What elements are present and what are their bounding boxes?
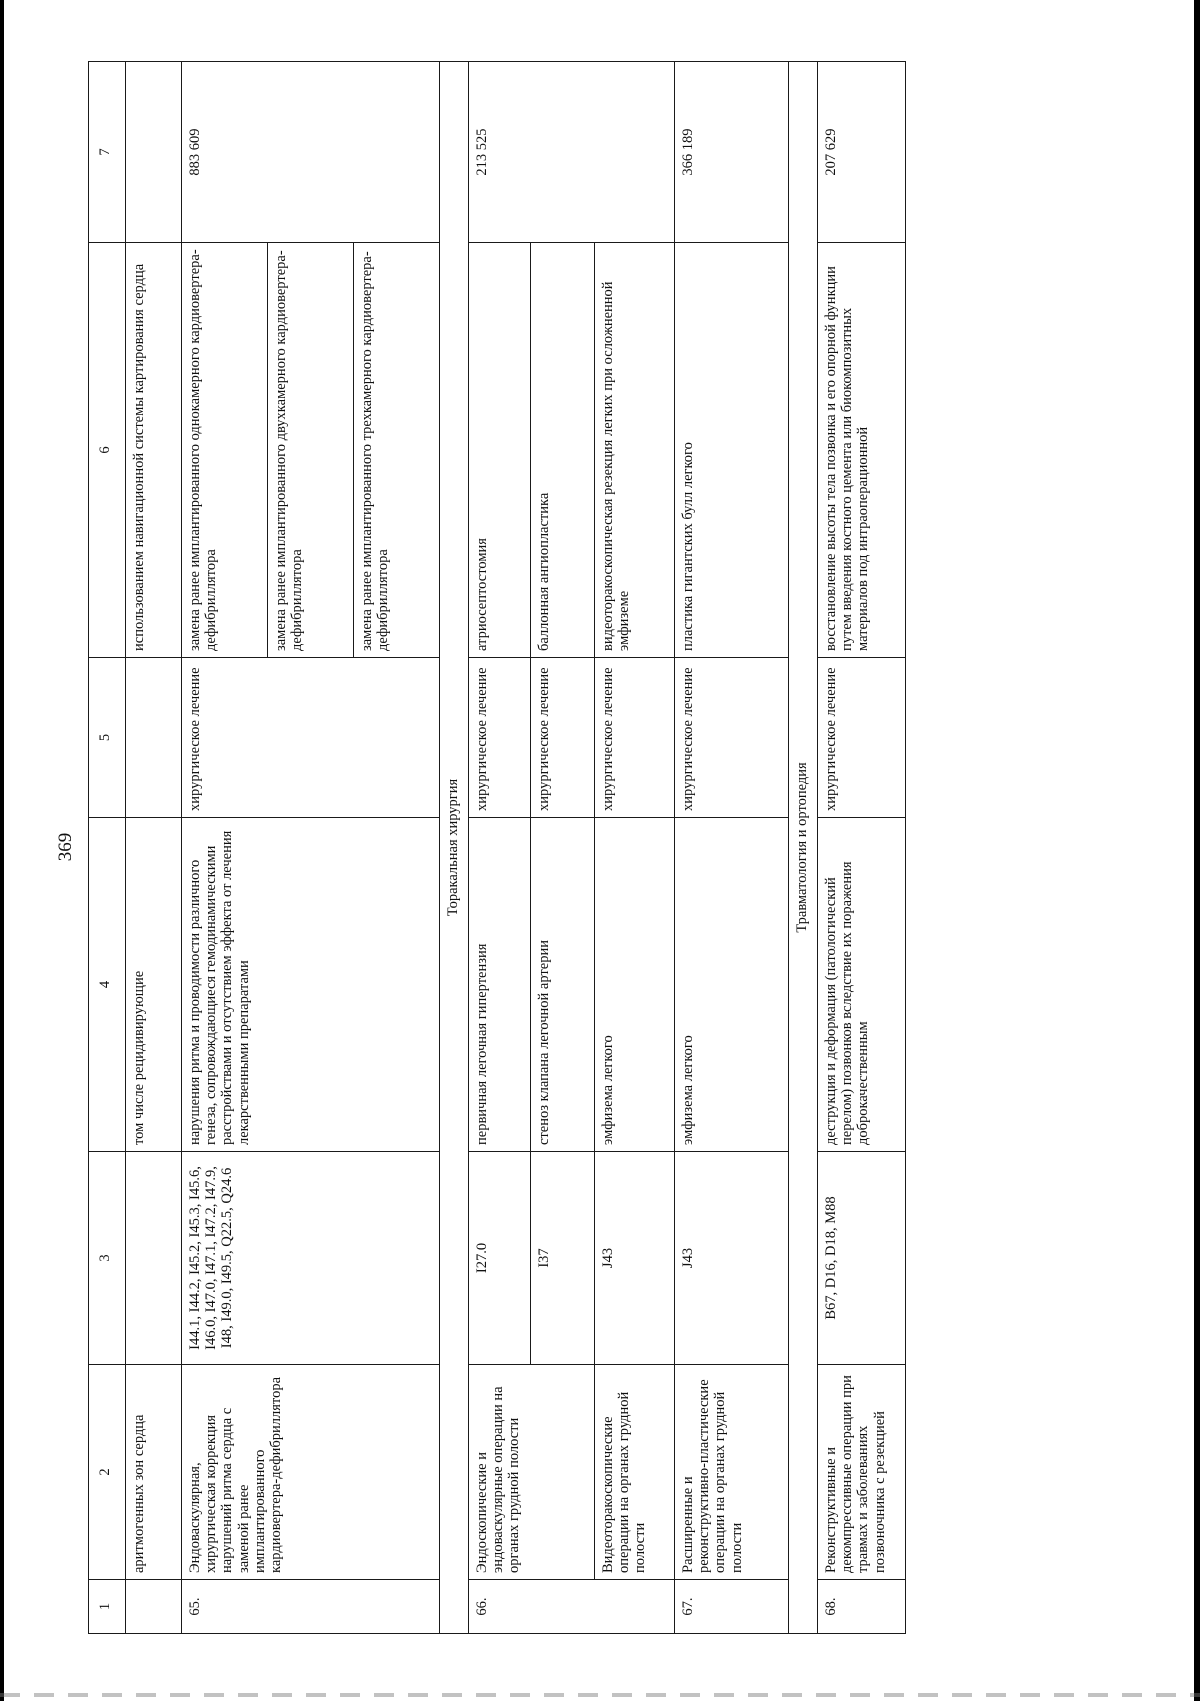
section-title: Торакальная хирургия: [440, 62, 469, 1634]
cell-diagnosis: первичная легочная гипертензия: [469, 818, 531, 1152]
cell-diagnosis: том числе рецидивирующие: [126, 818, 182, 1152]
cell-price: [126, 62, 182, 243]
col-header-1: 1: [89, 1580, 126, 1634]
cell-method: использованием навигационной системы картирования сердца: [126, 243, 182, 658]
rotated-document: [88, 62, 988, 1634]
cell-method: видеоторакоскопическая резекция легких при осложненной эмфиземе: [595, 243, 675, 658]
row-number: 65.: [182, 1580, 440, 1634]
col-header-3: 3: [89, 1152, 126, 1365]
cell-method: восстановление высоты тела позвонка и его опорной функции путем введения костного цемента или биокомпозитных материалов под интраоперационной: [818, 243, 906, 658]
cell-treatment: хирургическое лечение: [182, 658, 440, 818]
cell-procedure: Видеоторакоскопические операции на органах грудной полости: [595, 1365, 675, 1580]
row-number: 67.: [675, 1580, 789, 1634]
table-row-66-sub-3: [595, 62, 675, 1634]
col-header-6: 6: [89, 243, 126, 658]
cell-procedure: Реконструктивные и декомпрессивные операции при травмах и заболеваниях позвоночника с резекцией: [818, 1365, 906, 1580]
scan-edge-right: [1194, 0, 1200, 1701]
page-number: 369: [55, 832, 76, 862]
table-row-65: [182, 62, 268, 1634]
cell-diagnosis: эмфизема легкого: [595, 818, 675, 1152]
section-row-thoracic: [440, 62, 469, 1634]
col-header-2: 2: [89, 1365, 126, 1580]
cell-codes: [126, 1152, 182, 1365]
cell-treatment: хирургическое лечение: [675, 658, 789, 818]
scan-bottom-dashes: [0, 1693, 1200, 1697]
col-header-7: 7: [89, 62, 126, 243]
cell-method: замена ранее имплантированного однокамерного кардиовертера-дефибриллятора: [182, 243, 268, 658]
scan-edge-left: [0, 0, 4, 1701]
row-number: 68.: [818, 1580, 906, 1634]
section-title: Травматология и ортопедия: [789, 62, 818, 1634]
cell-method: замена ранее имплантированного двухкамерного кардиовертера-дефибриллятора: [268, 243, 354, 658]
table-row-67: [675, 62, 789, 1634]
cell-price: 883 609: [182, 62, 440, 243]
header-row: [89, 62, 126, 1634]
cell-treatment: хирургическое лечение: [469, 658, 531, 818]
cell-codes: I44.1, I44.2, I45.2, I45.3, I45.6, I46.0, I47.0, I47.1, I47.2, I47.9, I48, I49.0, I49.5, Q22.5, Q24.6: [182, 1152, 440, 1365]
cell-procedure: Эндоскопические и эндоваскулярные операции на органах грудной полости: [469, 1365, 595, 1580]
cell-method: баллонная ангиопластика: [531, 243, 595, 658]
cell-diagnosis: стеноз клапана легочной артерии: [531, 818, 595, 1152]
cell-method: пластика гигантских булл легкого: [675, 243, 789, 658]
cell-treatment: [126, 658, 182, 818]
cell-price: 366 189: [675, 62, 789, 243]
cell-method: замена ранее имплантированного трехкамерного кардиовертера-дефибриллятора: [354, 243, 440, 658]
col-header-4: 4: [89, 818, 126, 1152]
cell-diagnosis: нарушения ритма и проводимости различного генеза, сопровождающиеся гемодинамическими расстройствами и отсутствием эффекта от лечения лекарственными препаратами: [182, 818, 440, 1152]
cell-diagnosis: эмфизема легкого: [675, 818, 789, 1152]
cell-procedure: Эндоваскулярная, хирургическая коррекция нарушений ритма сердца с заменой ранее имплантированного кардиовертера-дефибриллятора: [182, 1365, 440, 1580]
cell-price: 213 525: [469, 62, 675, 243]
col-header-5: 5: [89, 658, 126, 818]
cell-method: атриосептостомия: [469, 243, 531, 658]
cell-procedure: аритмогенных зон сердца: [126, 1365, 182, 1580]
row-number: 66.: [469, 1580, 675, 1634]
cell-codes: J43: [595, 1152, 675, 1365]
cell-treatment: хирургическое лечение: [595, 658, 675, 818]
continuation-row: [126, 62, 182, 1634]
cell-codes: I27.0: [469, 1152, 531, 1365]
cell-price: 207 629: [818, 62, 906, 243]
cell-codes: J43: [675, 1152, 789, 1365]
cell-procedure: Расширенные и реконструктивно-пластические операции на органах грудной полости: [675, 1365, 789, 1580]
cell-treatment: хирургическое лечение: [531, 658, 595, 818]
cell-codes: I37: [531, 1152, 595, 1365]
procedures-table: [88, 61, 906, 1634]
cell-codes: B67, D16, D18, M88: [818, 1152, 906, 1365]
cell-treatment: хирургическое лечение: [818, 658, 906, 818]
table-row-66: [469, 62, 531, 1634]
table-row-68: [818, 62, 906, 1634]
cell-diagnosis: деструкция и деформация (патологический перелом) позвонков вследствие их поражения доброкачественным: [818, 818, 906, 1152]
cell-number: [126, 1580, 182, 1634]
section-row-trauma: [789, 62, 818, 1634]
